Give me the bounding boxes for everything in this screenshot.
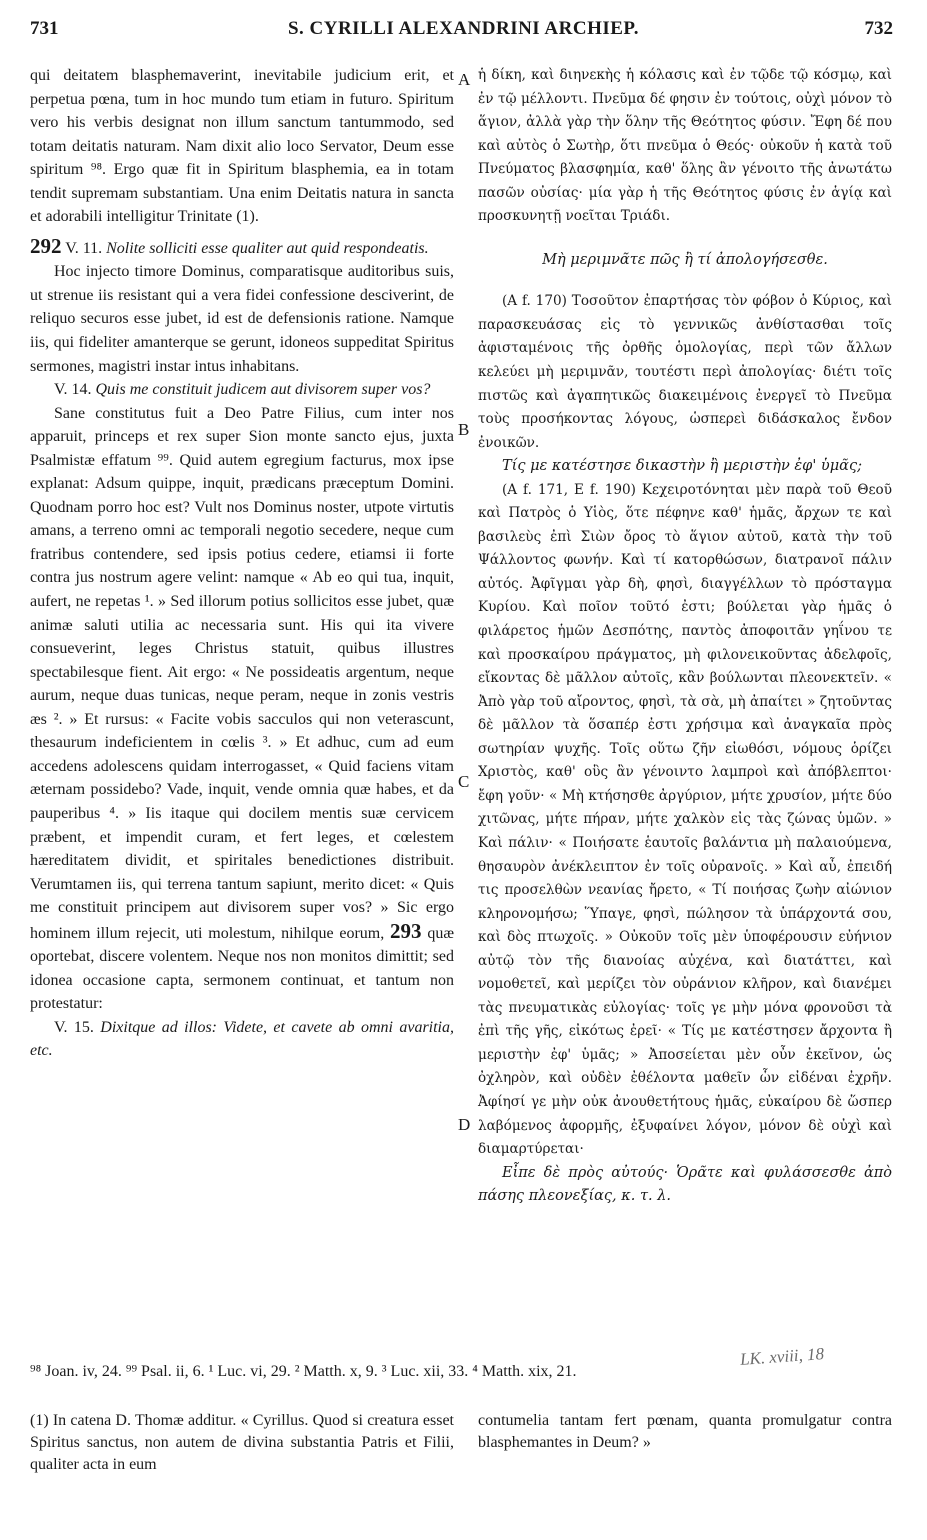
greek-heading-3: Εἶπε δὲ πρὸς αὐτούς· Ὁρᾶτε καὶ φυλάσσεσθε ἀπὸ πάσης πλεονεξίας, κ. τ. λ. — [478, 1164, 892, 1205]
greek-heading-1: Μὴ μεριμνᾶτε πῶς ἢ τί ἀπολογήσεσθε. — [542, 251, 828, 268]
margin-letter-a: A — [458, 70, 471, 89]
greek-heading-2: Τίς με κατέστησε δικαστὴν ἢ μεριστὴν ἐφ' ὑμᾶς; — [502, 458, 862, 475]
latin-paragraph-1: qui deitatem blasphemaverint, inevitabile judicium erit, et perpetua pœna, tum in hoc mundo tum etiam in futuro. Spiritum vero his verbis designat non illum sanctum tantummodo, sed totam deitatis naturam. Nam dixit alio loco Servator, Deum esse spiritum ⁹⁸. Ergo quæ fit in Spiritum blasphemia, ea in totam tendit supremam substantiam. Una enim Deitatis natura in sancta et adorabili intelligitur Trinitate (1). — [30, 67, 454, 226]
latin-heading-v11 — [30, 235, 454, 261]
margin-letter-c: C — [458, 772, 470, 791]
scripture-references: ⁹⁸ Joan. iv, 24. ⁹⁹ Psal. ii, 6. ¹ Luc. vi, 29. ² Matth. x, 9. ³ Luc. xii, 33. ⁴ Matth. xix, 21. — [30, 1363, 577, 1380]
margin-letter-b: B — [458, 420, 470, 439]
verse-text-11: Nolite solliciti esse qualiter aut quid respondeatis. — [106, 239, 429, 257]
marginal-number-292: 292 — [30, 233, 62, 258]
marginal-number-293: 293 — [390, 918, 422, 943]
running-title: S. CYRILLI ALEXANDRINI ARCHIEP. — [287, 18, 640, 39]
page-header — [0, 18, 927, 58]
verse-ref-14: V. 14. — [54, 381, 92, 399]
verse-text-15: Dixitque ad illos: Videte, et cavete ab omni avaritia, etc. — [30, 1018, 455, 1060]
greek-column — [478, 64, 892, 1209]
verse-text-14: Quis me constituit judicem aut divisorem super vos? — [95, 381, 431, 399]
page-number-right: 732 — [864, 18, 893, 39]
footnote-left — [30, 1410, 454, 1476]
latin-paragraph-3b: quæ oportebat, discere volentem. Neque nos non monitos dimittit; sed idonea occasione capta, sermonem continuat, et tantum non protestatur: — [30, 924, 455, 1013]
greek-paragraph-1: ἡ δίκη, καὶ διηνεκὴς ἡ κόλασις καὶ ἐν τῷδε τῷ κόσμῳ, καὶ ἐν τῷ μέλλοντι. Πνεῦμα δέ φησιν ἐν τούτοις, οὐχὶ μόνον τὸ ἅγιον, ἀλλὰ γὰρ τὴν ὅλην τῆς Θεότητος φύσιν. Ἔφη δέ που καὶ αὐτὸς ὁ Σωτὴρ, ὅτι πνεῦμα ὁ Θεός· οὐκοῦν ἡ κατὰ τοῦ Πνεύματος βλασφημία, καθ' ὅλης ἂν γένοιτο τῆς ἀνωτάτω πασῶν οὐσίας· μία γὰρ ἡ τῆς Θεότητος φύσις ἐν ἁγίᾳ καὶ προσκυνητῇ νοεῖται Τριάδι. — [478, 67, 892, 225]
latin-column — [30, 64, 454, 1063]
verse-ref-11: V. 11. — [65, 239, 103, 257]
latin-paragraph-2: Hoc injecto timore Dominus, comparatisque auditoribus suis, ut strenue iis resistant qui a vera fidei confessione desciverint, de reliquo securos esse jubet, id est de defensionis ratione. Namque iis, qui fideliter amanterque se gerunt, idoneos suppeditat Spiritus sermones, magistri instar intus inhabitans. — [30, 263, 454, 375]
latin-paragraph-3 — [30, 402, 454, 1016]
page-number-left: 731 — [30, 18, 59, 39]
latin-heading-v15 — [30, 1016, 454, 1063]
greek-paragraph-3: (A f. 171, E f. 190) Κεχειροτόνηται μὲν παρὰ τοῦ Θεοῦ καὶ Πατρὸς ὁ Υἱὸς, ὅτε πέφηνε καθ' ἡμᾶς, ἄρχων τε καὶ βασιλεὺς ἐπὶ Σιὼν ὄρος τὸ ἅγιον αὐτοῦ, κατὰ τὴν τοῦ Ψάλλοντος φωνήν. Καὶ τί κατορθώσων, διατρανοῖ πάλιν αὐτός. Ἀφῖγμαι γὰρ δὴ, φησὶ, διαγγέλλων τὸ πρόσταγμα Κυρίου. Καὶ ποῖον τοῦτό ἐστι; βούλεται γὰρ ἡμᾶς ὁ φιλάρετος ἡμῶν Δεσπότης, παντὸς ἀποφοιτᾶν γηΐνου τε καὶ προσκαίρου πράγματος, μὴ φιλονεικοῦντας ἀδελφοῖς, εἴκοντας δὲ μᾶλλον αὐτοῖς, κἂν βούλωνται πλεονεκτεῖν. « Ἀπὸ γὰρ τοῦ αἴροντος, φησὶ, τὰ σὰ, μὴ ἀπαίτει » ζητοῦντας δὲ μᾶλλον τὰ ὅσαπέρ ἐστι χρήσιμα καὶ ἀναγκαῖα πρὸς σωτηρίαν ψυχῆς. Τοῖς οὕτω ζῆν εἰωθόσι, νόμους ὁρίζει Χριστὸς, καθ' οὓς ἂν γένοιντο λαμπροὶ καὶ ἀπόβλεπτοι· ἔφη γοῦν· « Μὴ κτήσησθε ἀργύριον, μήτε χρυσίον, μήτε δύο χιτῶνας, μήτε πήραν, μήτε χαλκὸν εἰς τὰς ζώνας ὑμῶν. » Καὶ πάλιν· « Ποιήσατε ἑαυτοῖς βαλάντια μὴ παλαιούμενα, θησαυρὸν ἀνέκλειπτον ἐν τοῖς οὐρανοῖς. » Καὶ αὖ, ἐπειδή τις προσελθὼν νεανίας ἤρετο, « Τί ποιήσας ζωὴν αἰώνιον κληρονομήσω; Ὕπαγε, φησὶ, πώλησον τὰ ὑπάρχοντά σου, καὶ δὸς πτωχοῖς. » Οὐκοῦν τοῖς μὲν ὑποφέρουσιν εὐήνιον αὐτῷ τὸν τῆς διανοίας αὐχένα, καὶ διατάττει, καὶ νομοθετεῖ, καὶ μερίζει τὸν οὐράνιον κλῆρον, καὶ διανέμει τὰς πνευματικὰς εὐλογίας· τοῖς γε μὴν μόνα φρονοῦσι τὰ ἐπὶ τῆς γῆς, εἰκότως ἐρεῖ· « Τίς με κατέστησεν ἄρχοντα ἢ μεριστὴν ἐφ' ὑμᾶς; » Ἀποσείεται μὲν οὖν ἐκεῖνον, ὡς ὀχληρὸν, καὶ οὐδὲν ἐθέλοντα μαθεῖν ὧν εἰδέναι ἐχρῆν. Ἀφίησί γε μὴν οὐκ ἀνουθετήτους ἡμᾶς, εὐκαίρου δὲ ὥσπερ λαβόμενος ἀφορμῆς, ἐξυφαίνει λόγον, μόνον δὲ οὐχὶ καὶ διαμαρτύρεται· — [478, 481, 892, 1158]
greek-paragraph-2: (A f. 170) Τοσοῦτον ἐπαρτήσας τὸν φόβον ὁ Κύριος, καὶ παρασκευάσας εἰς τὸ γεννικῶς ἀνθίστασθαι τοῖς ἀφισταμένοις τῆς ὀρθῆς ὁμολογίας, περὶ τῶν ἄλλων κελεύει μὴ μεριμνᾶν, τουτέστι περὶ ἀπολογίας· διέτι τοῖς πιστῶς καὶ ἀγαπητικῶς διακειμένοις ἐνεργεῖ τὸ Πνεῦμα τοὺς προσήκοντας λόγους, ὡσπερεὶ διδάσκαλος ἔνδον ἐνοικῶν. — [478, 293, 892, 451]
latin-heading-v14 — [30, 378, 454, 402]
verse-ref-15: V. 15. — [54, 1018, 94, 1036]
footnote-text-left: (1) In catena D. Thomæ additur. « Cyrillus. Quod si creatura esset Spiritus sanctus, non autem de divina substantia Patris et Filii, qualiter acta in eum — [30, 1412, 454, 1473]
handwritten-annotation: LK. xviii, 18 — [739, 1344, 825, 1369]
margin-letter-d: D — [458, 1115, 471, 1134]
footnote-right — [478, 1410, 892, 1454]
footnote-text-right: contumelia tantam fert pœnam, quanta promulgatur contra blasphemantes in Deum? » — [478, 1412, 892, 1451]
latin-paragraph-3a: Sane constitutus fuit a Deo Patre Filius, cum inter nos apparuit, princeps et rex super Sion monte sancto ejus, juxta Psalmistæ effatum ⁹⁹. Quid autem egregium facturus, mox ipse explanat: Adsum quippe, inquit, prædicans præceptum Domini. Quodnam porro hoc est? Vult nos Dominus noster, utpote virtutis amans, a terreno omni ac temporali negotio secedere, neque cum fratribus contendere, sed ipsis potius cedere, etiamsi ii forte contra jus nostrum agere velint: namque « Ab eo qui tua, inquit, aufert, ne repetas ¹. » Sed illorum potius sollicitos esse jubet, quæ animæ saluti utilia ac necessaria sunt. His qui ita vivere consueverint, leges Christus statuit, quibus illustres spectabilesque fient. Ait ergo: « Ne possideatis argentum, neque aurum, neque duas tunicas, neque peram, neque in zonis vestris æs ². » Et rursus: « Facite vobis sacculos qui non veterascunt, thesaurum indeficientem in cœlis ³. » Et adhuc, cum ad eum accedens adolescens quidam interrogasset, « Quid faciens vitam æternam possidebo? Vade, inquit, vende omnia quæ habes, et da pauperibus ⁴. » Iis itaque qui docilem mentis suæ cervicem præbent, et impendit curam, et fert leges, et cœlestem hæreditatem dividit, et spiritales benedictiones distribuit. Verumtamen iis, qui terrena tantum sapiunt, merito dicet: « Quis me constituit principem aut divisorem super vos? » Sic ergo hominem illum rejecit, uti molestum, nihilque eorum, — [30, 404, 454, 942]
